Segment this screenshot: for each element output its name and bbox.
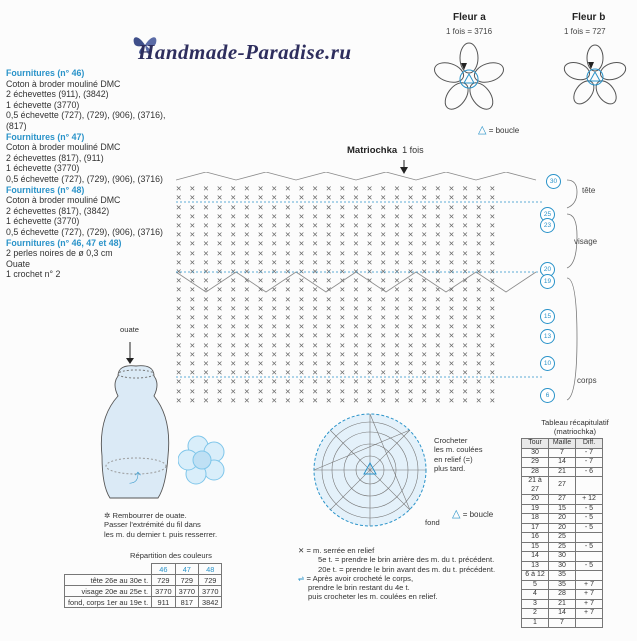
table-row: 18 20 - 5: [522, 514, 603, 524]
supplies-line: 2 échevettes (817), (911): [6, 152, 104, 163]
colors-table: [64, 563, 222, 608]
supplies-line: Ouate: [6, 258, 30, 269]
colors-col-48: 48: [199, 564, 222, 575]
section-label-visage: visage: [574, 237, 598, 246]
table-row: 15 25 - 5: [522, 542, 603, 552]
section-label-tete: tête: [582, 186, 596, 195]
svg-text:⤴: ⤴: [129, 471, 142, 485]
supplies-line: 0,5 échevette (727), (729), (906), (3716),: [6, 110, 166, 121]
flower-b-count: 1 fois = 727: [564, 27, 606, 36]
ouate-label: ouate: [120, 325, 140, 334]
table-row: 29 14 - 7: [522, 458, 603, 468]
row-marker: 23: [540, 218, 555, 233]
supplies-line: 1 crochet n° 2: [6, 269, 61, 280]
table-row: 5 35 + 7: [522, 580, 603, 590]
supplies-line: 1 échevette (3770): [6, 99, 80, 110]
flower-b-title: Fleur b: [572, 12, 606, 23]
round-boucle-legend: △ = boucle: [452, 508, 494, 520]
triangle-icon: △: [478, 124, 487, 136]
supplies-line: Coton à broder mouliné DMC: [6, 78, 121, 89]
row-marker: 19: [540, 274, 555, 289]
table-row: 4 28 + 7: [522, 590, 603, 600]
colors-table-title: Répartition des couleurs: [130, 551, 212, 560]
table-row: tête 26e au 30e t. 729 729 729: [65, 575, 222, 586]
fond-label: fond: [425, 518, 440, 527]
stuffing-note: ✲ Rembourrer de ouate. Passer l'extrémité du fil dans les m. du dernier t. puis resserrer.: [104, 511, 218, 539]
triangle-icon: △: [452, 508, 461, 520]
table-row: 16 25: [522, 533, 603, 543]
table-row: 28 21 - 6: [522, 467, 603, 477]
supplies-line: 1 échevette (3770): [6, 163, 80, 174]
row-marker: 10: [540, 356, 555, 371]
table-row: fond, corps 1er au 19e t. 911 817 3842: [65, 597, 222, 608]
supplies-heading-46: Fournitures (n° 46): [6, 68, 85, 78]
base-round-diagram: [310, 410, 430, 530]
recap-table: [521, 438, 603, 628]
row-marker: 6: [540, 388, 555, 403]
table-row: 17 20 - 5: [522, 523, 603, 533]
table-row: 3 21 + 7: [522, 599, 603, 609]
flower-a-count: 1 fois = 3716: [446, 27, 493, 36]
row-marker: 15: [540, 309, 555, 324]
table-row: 1 7: [522, 618, 603, 628]
body-figure: [96, 336, 176, 506]
flower-boucle-legend: △ = boucle: [478, 124, 520, 136]
supplies-heading-all: Fournitures (n° 46, 47 et 48): [6, 237, 122, 248]
recap-col-maille: Maille: [549, 439, 576, 449]
flower-photo: [178, 432, 232, 490]
diagram-title: Matriochka 1 fois: [347, 145, 424, 156]
flower-a-title: Fleur a: [453, 12, 486, 23]
supplies-line: 1 échevette (3770): [6, 216, 80, 227]
table-row: 14 30: [522, 552, 603, 562]
table-row: visage 20e au 25e t. 3770 3770 3770: [65, 586, 222, 597]
table-row: 19 15 - 5: [522, 504, 603, 514]
supplies-line: 0,5 échevette (727), (729), (906), (3716): [6, 226, 163, 237]
table-row: 6 à 12 35: [522, 571, 603, 581]
row-marker: 30: [546, 174, 561, 189]
recap-title: Tableau récapitulatif (matriochka): [541, 418, 609, 437]
table-row: 20 27 + 12: [522, 495, 603, 505]
table-row: 13 30 - 5: [522, 561, 603, 571]
row-marker: 25: [540, 207, 555, 222]
supplies-line: 2 perles noires de ø 0,3 cm: [6, 248, 113, 259]
recap-col-diff: Diff.: [576, 439, 603, 449]
table-row: 2 14 + 7: [522, 609, 603, 619]
supplies-line: Coton à broder mouliné DMC: [6, 195, 121, 206]
supplies-line: Coton à broder mouliné DMC: [6, 142, 121, 153]
round-crochet-note: Crocheter les m. coulées en relief (=) plus tard.: [434, 436, 483, 473]
colors-col-46: 46: [152, 564, 175, 575]
supplies-heading-48: Fournitures (n° 48): [6, 184, 85, 195]
recap-col-tour: Tour: [522, 439, 549, 449]
supplies-line: 2 échevettes (911), (3842): [6, 89, 109, 100]
table-row: 21 à 27 27: [522, 477, 603, 495]
stitch-legend: ✕ = m. serrée en relief 5e t. = prendre le brin arrière des m. du t. précédent. 20e t. = prendre le brin avant des m. du t. précédent. ⇌ = Après avoir crocheté le corps, prendre le brin restant du 4e t. puis crocheter les m. coulées en relief.: [298, 546, 496, 602]
site-logo[interactable]: Handmade-Paradise.ru: [138, 40, 352, 64]
section-brackets: [565, 178, 605, 406]
supplies-line: 0,5 échevette (727), (729), (906), (3716): [6, 173, 163, 184]
row-marker: 20: [540, 262, 555, 277]
stitch-chart: ✕ ✕ ✕ ✕ ✕ ✕ ✕ ✕ ✕ ✕ ✕ ✕ ✕ ✕ ✕ ✕ ✕ ✕ ✕ ✕ ✕ ✕ ✕ ✕ ✕ ✕ ✕ ✕ ✕ ✕ ✕ ✕ ✕ ✕ ✕ ✕ ✕ ✕ ✕ ✕ ✕ ✕ ✕ ✕ ✕ ✕ ✕ ✕ ✕ ✕ ✕ ✕ ✕ ✕ ✕ ✕ ✕ ✕ ✕ ✕ ✕ ✕ ✕ ✕ ✕ ✕ ✕ ✕ ✕ ✕ ✕ ✕ ✕ ✕ ✕ ✕ ✕ ✕ ✕ ✕ ✕ ✕ ✕ ✕ ✕ ✕ ✕ ✕ ✕ ✕ ✕ ✕ ✕ ✕ ✕ ✕ ✕ ✕ ✕ ✕ ✕ ✕ ✕ ✕ ✕ ✕ ✕ ✕ ✕ ✕ ✕ ✕ ✕ ✕ ✕ ✕ ✕ ✕ ✕ ✕ ✕ ✕ ✕ ✕ ✕ ✕ ✕ ✕ ✕ ✕ ✕ ✕ ✕ ✕ ✕ ✕ ✕ ✕ ✕ ✕ ✕ ✕ ✕ ✕ ✕ ✕ ✕ ✕ ✕ ✕ ✕ ✕ ✕ ✕ ✕ ✕ ✕ ✕ ✕ ✕ ✕ ✕ ✕ ✕ ✕ ✕ ✕ ✕ ✕ ✕ ✕ ✕ ✕ ✕ ✕ ✕ ✕ ✕ ✕ ✕ ✕ ✕ ✕ ✕ ✕ ✕ ✕ ✕ ✕ ✕ ✕ ✕ ✕ ✕ ✕ ✕ ✕ ✕ ✕ ✕ ✕ ✕ ✕ ✕ ✕ ✕ ✕ ✕ ✕ ✕ ✕ ✕ ✕ ✕ ✕ ✕ ✕ ✕ ✕ ✕ ✕ ✕ ✕ ✕ ✕ ✕ ✕ ✕ ✕ ✕ ✕ ✕ ✕ ✕ ✕ ✕ ✕ ✕ ✕ ✕ ✕ ✕ ✕ ✕ ✕ ✕ ✕ ✕ ✕ ✕ ✕ ✕ ✕ ✕ ✕ ✕ ✕ ✕ ✕ ✕ ✕ ✕ ✕ ✕ ✕ ✕ ✕ ✕ ✕ ✕ ✕ ✕ ✕ ✕ ✕ ✕ ✕ ✕ ✕ ✕ ✕ ✕ ✕ ✕ ✕ ✕ ✕ ✕ ✕ ✕ ✕ ✕ ✕ ✕ ✕ ✕ ✕ ✕ ✕ ✕ ✕ ✕ ✕ ✕ ✕ ✕ ✕ ✕ ✕ ✕ ✕ ✕ ✕ ✕ ✕ ✕ ✕ ✕ ✕ ✕ ✕ ✕ ✕ ✕ ✕ ✕ ✕ ✕ ✕ ✕ ✕ ✕ ✕ ✕ ✕ ✕ ✕ ✕ ✕ ✕ ✕ ✕ ✕ ✕ ✕ ✕ ✕ ✕ ✕ ✕ ✕ ✕ ✕ ✕ ✕ ✕ ✕ ✕ ✕ ✕ ✕ ✕ ✕ ✕ ✕ ✕ ✕ ✕ ✕ ✕ ✕ ✕ ✕ ✕ ✕ ✕ ✕ ✕ ✕ ✕ ✕ ✕ ✕ ✕ ✕ ✕ ✕ ✕ ✕ ✕ ✕ ✕ ✕ ✕ ✕ ✕ ✕ ✕ ✕ ✕ ✕ ✕ ✕ ✕ ✕ ✕ ✕ ✕ ✕ ✕ ✕ ✕ ✕ ✕ ✕ ✕ ✕ ✕ ✕ ✕ ✕ ✕ ✕ ✕ ✕ ✕ ✕ ✕ ✕ ✕ ✕ ✕ ✕ ✕ ✕ ✕ ✕ ✕ ✕ ✕ ✕ ✕ ✕ ✕ ✕ ✕ ✕ ✕ ✕ ✕ ✕ ✕ ✕ ✕ ✕ ✕ ✕ ✕ ✕ ✕ ✕ ✕ ✕ ✕ ✕ ✕ ✕ ✕ ✕ ✕ ✕ ✕ ✕ ✕ ✕ ✕ ✕ ✕ ✕ ✕ ✕ ✕ ✕ ✕ ✕ ✕ ✕ ✕ ✕ ✕ ✕ ✕ ✕ ✕ ✕ ✕ ✕ ✕ ✕ ✕ ✕ ✕ ✕ ✕ ✕ ✕ ✕ ✕ ✕ ✕ ✕ ✕ ✕ ✕ ✕ ✕ ✕ ✕ ✕ ✕ ✕ ✕ ✕ ✕ ✕ ✕ ✕ ✕ ✕ ✕ ✕ ✕ ✕ ✕ ✕ ✕ ✕ ✕ ✕ ✕ ✕ ✕ ✕ ✕ ✕ ✕ ✕ ✕ ✕ ✕ ✕ ✕ ✕ ✕ ✕ ✕ ✕ ✕ ✕ ✕ ✕ ✕ ✕ ✕ ✕ ✕ ✕ ✕ ✕ ✕ ✕ ✕ ✕ ✕ ✕ ✕: [176, 184, 497, 406]
supplies-heading-47: Fournitures (n° 47): [6, 131, 85, 142]
section-label-corps: corps: [577, 376, 597, 385]
supplies-line: 2 échevettes (817), (3842): [6, 205, 110, 216]
relief-icon: ⇌: [298, 573, 305, 583]
table-row: 30 7 - 7: [522, 448, 603, 458]
flower-a-diagram: [428, 38, 510, 120]
row-marker: 13: [540, 329, 555, 344]
supplies-line: (817): [6, 120, 27, 131]
chart-shaping-lines: [176, 172, 546, 408]
flower-b-diagram: [558, 40, 632, 114]
colors-col-47: 47: [175, 564, 198, 575]
